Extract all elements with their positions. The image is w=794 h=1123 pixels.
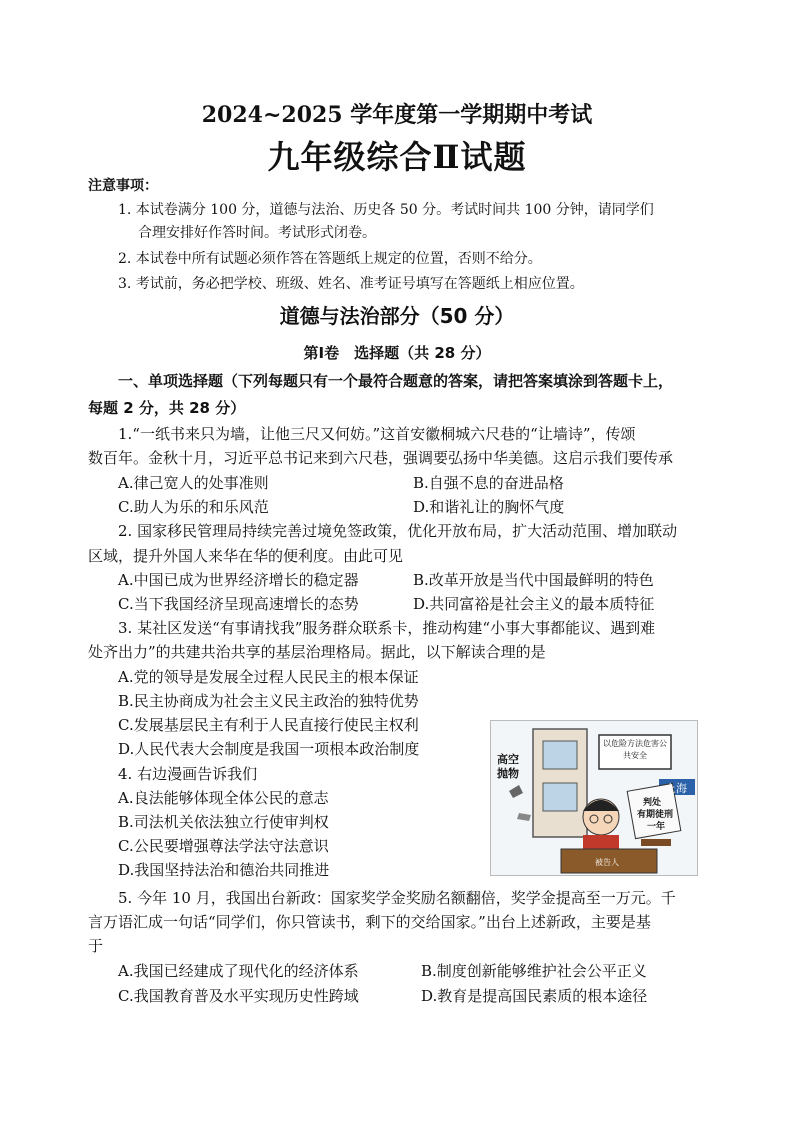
- notice-label: 注意事项：: [88, 178, 158, 194]
- question-text: 于: [88, 937, 104, 955]
- option: A.党的领导是发展全过程人民民主的根本保证: [118, 668, 419, 686]
- option: B.司法机关依法独立行使审判权: [118, 813, 329, 831]
- notice-item-3: 3. 考试前，务必把学校、班级、姓名、准考证号填写在答题纸上相应位置。: [118, 276, 584, 292]
- instruction-line2: 每题 2 分，共 28 分）: [88, 399, 246, 417]
- notice-item-1: 1. 本试卷满分 100 分，道德与法治、历史各 50 分。考试时间共 100 分钟，请同学们: [118, 202, 654, 218]
- option: B.民主协商成为社会主义民主政治的独特优势: [118, 692, 419, 710]
- option: C.助人为乐的和乐风范: [118, 498, 269, 516]
- question-text: 3. 某社区发送“有事请找我”服务群众联系卡，推动构建“小事大事都能议、遇到难: [118, 619, 656, 637]
- part-title: 第Ⅰ卷 选择题（共 28 分）: [303, 344, 491, 362]
- option: D.我国坚持法治和德治共同推进: [118, 861, 330, 879]
- option: C.公民要增强尊法学法守法意识: [118, 837, 329, 855]
- cartoon-verdict-1: 判处: [643, 798, 662, 808]
- section-title: 道德与法治部分（50 分）: [279, 304, 515, 328]
- exam-title-line2: 九年级综合Ⅱ试题: [267, 138, 527, 176]
- notice-item-2: 2. 本试卷中所有试题必须作答在答题纸上规定的位置，否则不给分。: [118, 251, 542, 267]
- question-text: 1.“一纸书来只为墙，让他三尺又何妨。”这首安徽桐城六尺巷的“让墙诗”，传颂: [118, 425, 636, 443]
- option: A.良法能够体现全体公民的意志: [118, 789, 329, 807]
- option: D.共同富裕是社会主义的最本质特征: [413, 595, 655, 613]
- option: C.当下我国经济呈现高速增长的态势: [118, 595, 359, 613]
- option: C.我国教育普及水平实现历史性跨域: [118, 987, 359, 1005]
- cartoon-city: 上海: [665, 782, 687, 795]
- question-text: 数百年。金秋十月，习近平总书记来到六尺巷，强调要弘扬中华美德。这启示我们要传承: [88, 449, 674, 467]
- option: A.中国已成为世界经济增长的稳定器: [118, 571, 359, 589]
- option: D.教育是提高国民素质的根本途径: [421, 987, 648, 1005]
- option: B.改革开放是当代中国最鲜明的特色: [413, 571, 654, 589]
- legal-cartoon: [490, 720, 698, 876]
- cartoon-verdict-2: 有期徒刑: [637, 810, 674, 820]
- cartoon-verdict-3: 一年: [647, 822, 666, 832]
- option: B.制度创新能够维护社会公平正义: [421, 962, 647, 980]
- question-text: 5. 今年 10 月，我国出台新政：国家奖学金奖励名额翻倍，奖学金提高至一万元。千: [118, 889, 676, 907]
- option: D.人民代表大会制度是我国一项根本政治制度: [118, 740, 420, 758]
- cartoon-label-high: 高空: [497, 753, 519, 766]
- instruction-line1: 一、单项选择题（下列每题只有一个最符合题意的答案，请把答案填涂到答题卡上，: [118, 372, 674, 390]
- question-text: 2. 国家移民管理局持续完善过境免签政策，优化开放布局，扩大活动范围、增加联动: [118, 522, 678, 540]
- cartoon-defendant: 被告人: [595, 858, 619, 867]
- question-text: 言万语汇成一句话“同学们，你只管读书，剩下的交给国家。”出台上述新政，主要是基: [88, 913, 651, 931]
- option: D.和谐礼让的胸怀气度: [413, 498, 565, 516]
- cartoon-sign-text: 以危险方法危害公共安全: [603, 739, 667, 760]
- question-text: 4. 右边漫画告诉我们: [118, 765, 258, 783]
- cartoon-label-throw: 抛物: [497, 767, 519, 780]
- option: C.发展基层民主有利于人民直接行使民主权利: [118, 716, 419, 734]
- exam-title-line1: 2024~2025 学年度第一学期期中考试: [201, 102, 593, 128]
- option: B.自强不息的奋进品格: [413, 474, 564, 492]
- question-text: 区域，提升外国人来华在华的便利度。由此可见: [88, 547, 404, 565]
- option: A.律己宽人的处事准则: [118, 474, 269, 492]
- option: A.我国已经建成了现代化的经济体系: [118, 962, 359, 980]
- notice-item-1-cont: 合理安排好作答时间。考试形式闭卷。: [138, 225, 376, 241]
- question-text: 处齐出力”的共建共治共享的基层治理格局。据此，以下解读合理的是: [88, 643, 546, 661]
